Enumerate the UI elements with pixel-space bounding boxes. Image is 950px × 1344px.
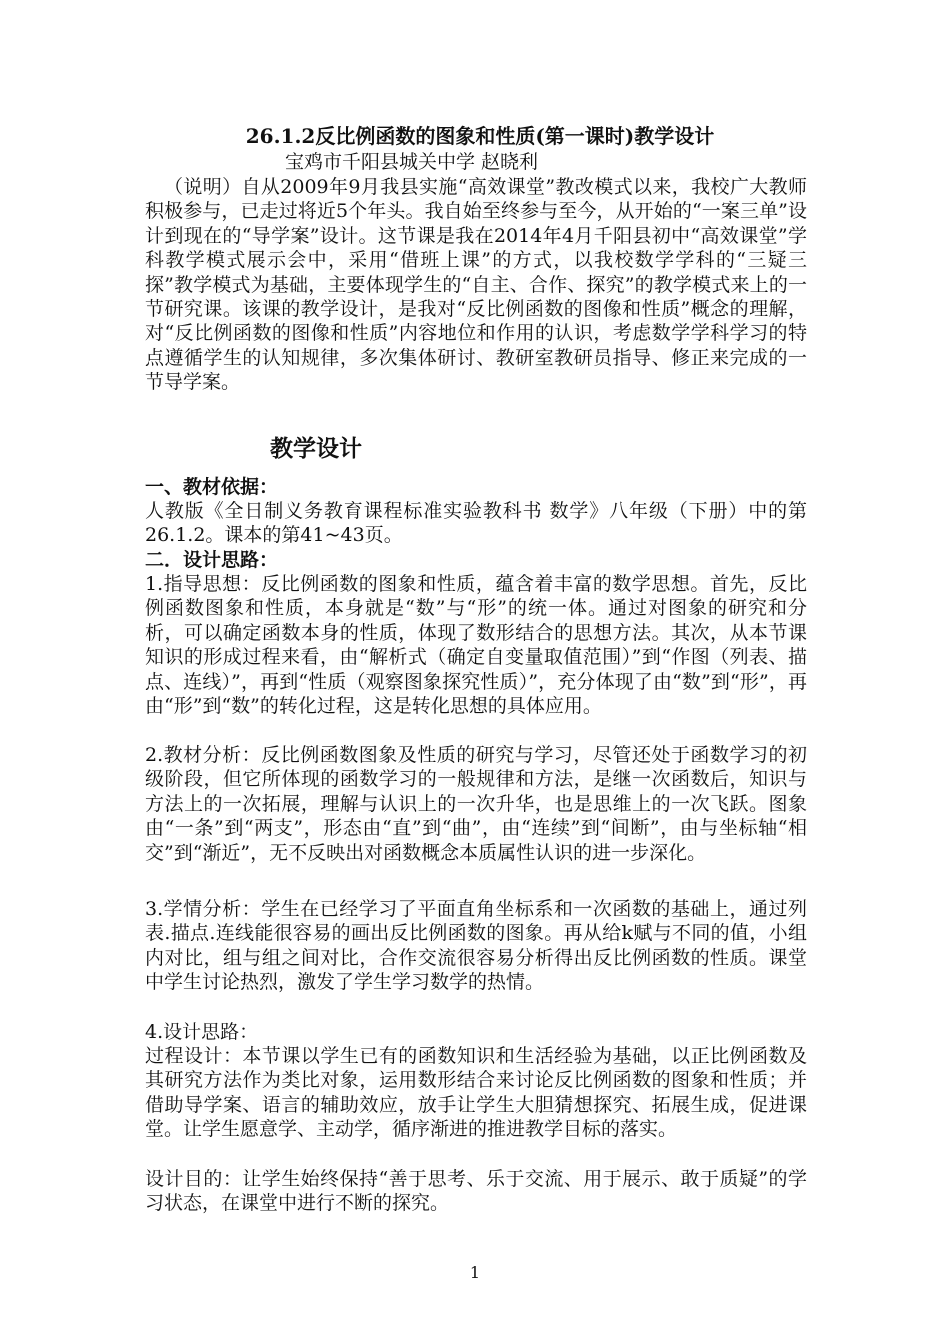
process-design-paragraph: 过程设计：本节课以学生已有的函数知识和生活经验为基础，以正比例函数及其研究方法作为类比对象，运用数形结合来讨论反比例函数的图象和性质；并借助导学案、语言的辅助效应，放手让学生大胆猜想探究、拓展生成，促进课堂。让学生愿意学、主动学，循序渐进的推进教学目标的落实。 (145, 1045, 807, 1141)
design-purpose-paragraph: 设计目的：让学生始终保持“善于思考、乐于交流、用于展示、敢于质疑”的学习状态，在课堂中进行不断的探究。 (145, 1168, 807, 1215)
section1-heading: 一、教材依据： (145, 476, 279, 498)
section1-text: 人教版《全日制义务教育课程标准实验教科书 数学》八年级（下册）中的第26.1.2。课本的第41~43页。 (145, 500, 807, 547)
textbook-analysis-paragraph: 2.教材分析：反比例函数图象及性质的研究与学习，尽管还处于函数学习的初级阶段，但它所体现的函数学习的一般规律和方法，是继一次函数后，知识与方法上的一次拓展，理解与认识上的一次升华，也是思维上的一次飞跃。图象由“一条”到“两支”，形态由“直”到“曲”，由“连续”到“间断”，由与坐标轴“相交”到“渐近”，无不反映出对函数概念本质属性认识的进一步深化。 (145, 744, 807, 864)
design-thought-heading: 4.设计思路： (145, 1021, 259, 1043)
document-title: 26.1.2反比例函数的图象和性质(第一课时)教学设计 (245, 124, 715, 148)
page-number: 1 (469, 1263, 481, 1282)
section2-heading: 二．设计思路： (145, 549, 279, 571)
author-line: 宝鸡市千阳县城关中学 赵晓利 (285, 151, 539, 173)
student-analysis-paragraph: 3.学情分析：学生在已经学习了平面直角坐标系和一次函数的基础上，通过列表.描点.连线能很容易的画出反比例函数的图象。再从给k赋与不同的值，小组内对比，组与组之间对比，合作交流很容易分析得出反比例函数的性质。课堂中学生讨论热烈，激发了学生学习数学的热情。 (145, 898, 807, 994)
design-heading: 教学设计 (270, 435, 362, 462)
intro-paragraph: （说明）自从2009年9月我县实施“高效课堂”教改模式以来，我校广大教师积极参与，已走过将近5个年头。我自始至终参与至今，从开始的“一案三单”设计到现在的“导学案”设计。这节课是我在2014年4月千阳县初中“高效课堂”学科教学模式展示会中，采用“借班上课”的方式，以我校数学学科的“三疑三探”教学模式为基础，主要体现学生的“自主、合作、探究”的教学模式来上的一节研究课。该课的教学设计，是我对“反比例函数的图像和性质”概念的理解，对“反比例函数的图像和性质”内容地位和作用的认识，考虑数学学科学习的特点遵循学生的认知规律，多次集体研讨、教研室教研员指导、修正来完成的一节导学案。 (145, 176, 807, 394)
guiding-thought-paragraph: 1.指导思想：反比例函数的图象和性质，蕴含着丰富的数学思想。首先，反比例函数图象和性质，本身就是“数”与“形”的统一体。通过对图象的研究和分析，可以确定函数本身的性质，体现了数形结合的思想方法。其次，从本节课知识的形成过程来看，由“解析式（确定自变量取值范围）”到“作图（列表、描点、连线）”，再到“性质（观察图象探究性质）”，充分体现了由“数”到“形”，再由“形”到“数”的转化过程，这是转化思想的具体应用。 (145, 573, 807, 718)
